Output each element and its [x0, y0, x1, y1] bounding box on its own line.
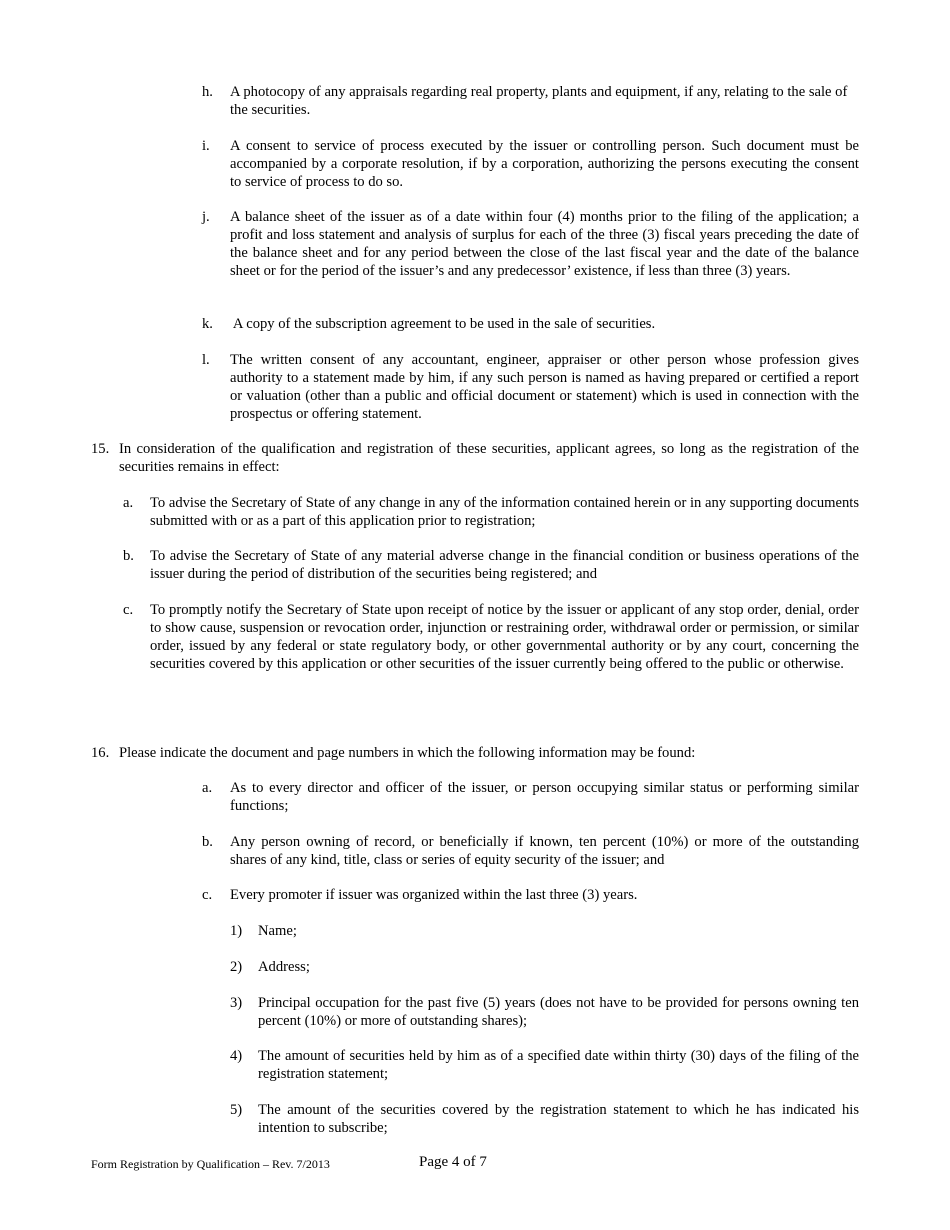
subitem-label: 1) [230, 923, 243, 939]
item-label: a. [202, 780, 213, 796]
section-16 [91, 745, 859, 763]
subitem-text: Address; [258, 959, 310, 975]
subitem-text: Name; [258, 923, 297, 939]
section-16-subitem-1 [230, 923, 859, 941]
section-15 [91, 441, 859, 477]
section-16-subitem-5 [230, 1102, 859, 1138]
list-item-k [202, 316, 859, 334]
subitem-label: 5) [230, 1102, 243, 1118]
section-16-item-a [202, 780, 859, 816]
item-label: a. [123, 495, 134, 511]
list-item-l [202, 352, 859, 424]
footer-page-number: Page 4 of 7 [419, 1154, 487, 1170]
subitem-text: The amount of the securities covered by the registration statement to which he has indicated his intention to subscribe; [258, 1102, 859, 1136]
section-16-subitem-2 [230, 959, 859, 977]
section-15-item-c [123, 602, 859, 674]
item-text: A copy of the subscription agreement to be used in the sale of securities. [230, 316, 656, 332]
list-item-j [202, 209, 859, 281]
item-text: To advise the Secretary of State of any change in any of the information contained herein or in any supporting documents submitted with or as a part of this application prior to registration; [150, 495, 859, 529]
section-15-item-a [123, 495, 859, 531]
item-text: To promptly notify the Secretary of State upon receipt of notice by the issuer or applicant of any stop order, denial, order to show cause, suspension or revocation order, injunction or restraining order, withdrawal order or permission, or similar order, issued by any federal or state regulatory body, or other governmental authority or by any court, concerning the securities covered by this application or other securities of the issuer currently being offered to the public or otherwise. [150, 602, 859, 672]
section-text: Please indicate the document and page numbers in which the following information may be found: [119, 745, 696, 761]
section-number: 15. [91, 441, 110, 457]
item-label: i. [202, 138, 210, 154]
item-label: b. [202, 834, 213, 850]
item-text: As to every director and officer of the issuer, or person occupying similar status or performing similar functions; [230, 780, 859, 814]
section-15-item-b [123, 548, 859, 584]
section-number: 16. [91, 745, 110, 761]
item-label: c. [202, 887, 213, 903]
item-text: Any person owning of record, or beneficially if known, ten percent (10%) or more of the outstanding shares of any kind, title, class or series of equity security of the issuer; and [230, 834, 859, 868]
item-label: j. [202, 209, 210, 225]
item-label: c. [123, 602, 134, 618]
section-16-subitem-3 [230, 995, 859, 1031]
item-text: The written consent of any accountant, engineer, appraiser or other person whose profession gives authority to a statement made by him, if any such person is named as having prepared or certified a report or valuation (other than a public and official document or statement) which is used in connection with the prospectus or offering statement. [230, 352, 859, 422]
subitem-label: 4) [230, 1048, 243, 1064]
item-label: l. [202, 352, 210, 368]
item-text: A photocopy of any appraisals regarding real property, plants and equipment, if any, relating to the sale of the securities. [230, 84, 848, 118]
subitem-text: Principal occupation for the past five (5) years (does not have to be provided for persons owning ten percent (10%) or more of outstanding shares); [258, 995, 859, 1029]
list-item-h [202, 84, 859, 120]
subitem-label: 2) [230, 959, 243, 975]
item-label: b. [123, 548, 134, 564]
subitem-text: The amount of securities held by him as of a specified date within thirty (30) days of the filing of the registration statement; [258, 1048, 859, 1082]
section-16-item-c [202, 887, 859, 905]
subitem-label: 3) [230, 995, 243, 1011]
item-text: To advise the Secretary of State of any material adverse change in the financial condition or business operations of the issuer during the period of distribution of the securities being registered; and [150, 548, 859, 582]
list-item-i [202, 138, 859, 192]
section-text: In consideration of the qualification and registration of these securities, applicant agrees, so long as the registration of the securities remains in effect: [119, 441, 859, 475]
item-text: A balance sheet of the issuer as of a date within four (4) months prior to the filing of the application; a profit and loss statement and analysis of surplus for each of the three (3) fiscal years preceding the date of the balance sheet and for any period between the close of the last fiscal year and the date of the balance sheet or for the period of the issuer’s and any predecessor’ existence, if less than three (3) years. [230, 209, 859, 279]
section-16-item-b [202, 834, 859, 870]
footer-form-name: Form Registration by Qualification – Rev. 7/2013 [91, 1157, 330, 1171]
item-label: k. [202, 316, 213, 332]
item-text: Every promoter if issuer was organized within the last three (3) years. [230, 887, 638, 903]
item-label: h. [202, 84, 213, 100]
section-16-subitem-4 [230, 1048, 859, 1084]
item-text: A consent to service of process executed by the issuer or controlling person. Such document must be accompanied by a corporate resolution, if by a corporation, authorizing the persons executing the consent to service of process to do so. [230, 138, 859, 190]
